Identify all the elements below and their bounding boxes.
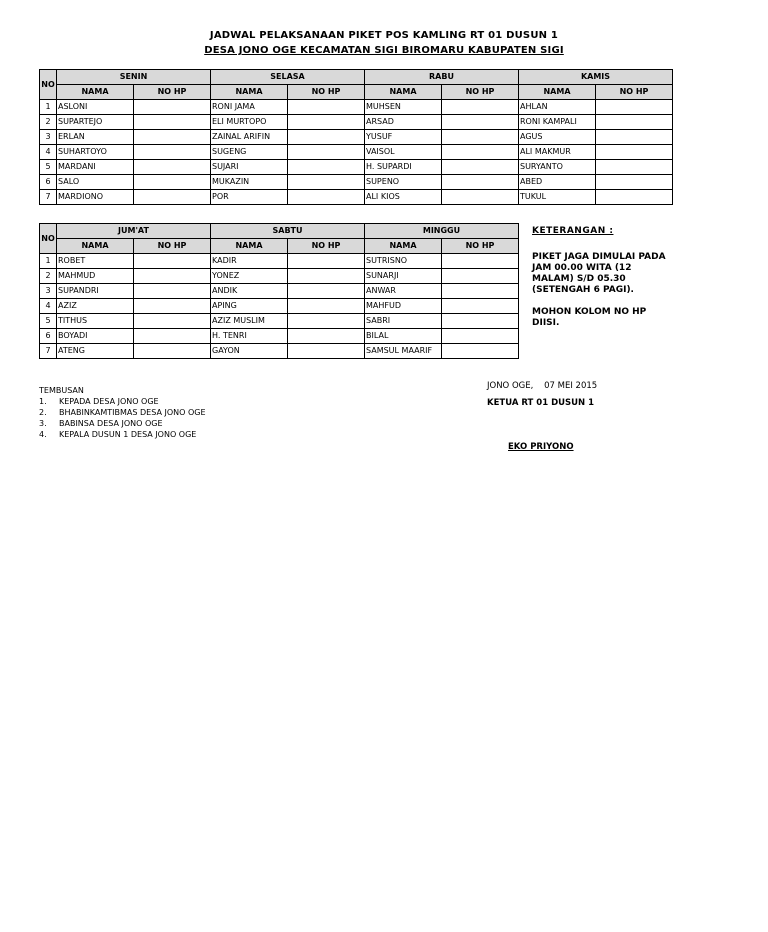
list-text: BABINSA DESA JONO OGE: [59, 419, 163, 428]
keterangan-title: KETERANGAN :: [532, 226, 614, 236]
table-row: [40, 130, 673, 145]
phone-cell: [134, 299, 211, 314]
name-cell: SUGENG: [211, 145, 288, 160]
name-cell: MUKAZIN: [211, 175, 288, 190]
phone-cell: [288, 314, 365, 329]
list-text: KEPALA DUSUN 1 DESA JONO OGE: [59, 430, 197, 439]
phone-cell: [134, 344, 211, 359]
signature-name: EKO PRIYONO: [508, 442, 574, 452]
keterangan-note-phone: MOHON KOLOM NO HP DIISI.: [532, 307, 647, 328]
name-cell: SABRI: [365, 314, 442, 329]
phone-cell: [134, 190, 211, 205]
table-row: [40, 190, 673, 205]
table-row: [40, 269, 519, 284]
phone-cell: [596, 145, 673, 160]
row-number: 7: [40, 344, 57, 359]
name-cell: AHLAN: [519, 100, 596, 115]
name-cell: SUPANDRI: [57, 284, 134, 299]
name-cell: SUHARTOYO: [57, 145, 134, 160]
row-number: 5: [40, 314, 57, 329]
header-nohp: NO HP: [134, 239, 211, 254]
tembusan-title: TEMBUSAN: [39, 386, 84, 395]
row-number: 4: [40, 145, 57, 160]
schedule-table-weekend: [39, 223, 519, 359]
phone-cell: [134, 130, 211, 145]
list-number: 2.: [39, 408, 47, 417]
header-nama: NAMA: [365, 239, 442, 254]
phone-cell: [134, 160, 211, 175]
header-nohp: NO HP: [288, 239, 365, 254]
name-cell: ABED: [519, 175, 596, 190]
document-title: JADWAL PELAKSANAAN PIKET POS KAMLING RT 01 DUSUN 1: [209, 30, 559, 41]
list-item: [39, 418, 206, 429]
header-no: NO: [40, 70, 57, 100]
phone-cell: [134, 254, 211, 269]
name-cell: MARDIONO: [57, 190, 134, 205]
phone-cell: [288, 299, 365, 314]
phone-cell: [288, 175, 365, 190]
phone-cell: [442, 160, 519, 175]
phone-cell: [596, 100, 673, 115]
header-nama: NAMA: [211, 239, 288, 254]
phone-cell: [288, 100, 365, 115]
table-row: [40, 115, 673, 130]
name-cell: BILAL: [365, 329, 442, 344]
name-cell: GAYON: [211, 344, 288, 359]
phone-cell: [134, 100, 211, 115]
name-cell: ELI MURTOPO: [211, 115, 288, 130]
row-number: 2: [40, 115, 57, 130]
name-cell: ASLONI: [57, 100, 134, 115]
phone-cell: [134, 284, 211, 299]
name-cell: SUJARI: [211, 160, 288, 175]
document-subtitle: DESA JONO OGE KECAMATAN SIGI BIROMARU KABUPATEN SIGI: [204, 45, 564, 56]
header-nama: NAMA: [211, 85, 288, 100]
row-number: 3: [40, 284, 57, 299]
phone-cell: [442, 269, 519, 284]
phone-cell: [288, 254, 365, 269]
name-cell: ANDIK: [211, 284, 288, 299]
name-cell: AZIZ MUSLIM: [211, 314, 288, 329]
name-cell: AZIZ: [57, 299, 134, 314]
name-cell: APING: [211, 299, 288, 314]
phone-cell: [442, 284, 519, 299]
signature-place-date: JONO OGE, 07 MEI 2015: [487, 381, 598, 391]
phone-cell: [134, 329, 211, 344]
header-nama: NAMA: [519, 85, 596, 100]
row-number: 6: [40, 175, 57, 190]
phone-cell: [442, 329, 519, 344]
phone-cell: [288, 160, 365, 175]
header-day: RABU: [365, 70, 519, 85]
header-day: MINGGU: [365, 224, 519, 239]
tembusan-section: [39, 385, 206, 440]
header-nama: NAMA: [57, 239, 134, 254]
name-cell: MARDANI: [57, 160, 134, 175]
table-row: [40, 284, 519, 299]
row-number: 4: [40, 299, 57, 314]
header-nohp: NO HP: [134, 85, 211, 100]
list-number: 1.: [39, 397, 47, 406]
header-nama: NAMA: [57, 85, 134, 100]
keterangan-note-time: PIKET JAGA DIMULAI PADA JAM 00.00 WITA (12 MALAM) S/D 05.30 (SETENGAH 6 PAGI).: [532, 252, 666, 295]
name-cell: MUHSEN: [365, 100, 442, 115]
name-cell: SUPENO: [365, 175, 442, 190]
phone-cell: [288, 190, 365, 205]
row-number: 5: [40, 160, 57, 175]
name-cell: SUTRISNO: [365, 254, 442, 269]
name-cell: SALO: [57, 175, 134, 190]
table-row: [40, 175, 673, 190]
phone-cell: [288, 130, 365, 145]
name-cell: ZAINAL ARIFIN: [211, 130, 288, 145]
header-nohp: NO HP: [596, 85, 673, 100]
row-number: 1: [40, 100, 57, 115]
row-number: 3: [40, 130, 57, 145]
phone-cell: [134, 145, 211, 160]
table-row: [40, 100, 673, 115]
phone-cell: [596, 175, 673, 190]
phone-cell: [288, 284, 365, 299]
phone-cell: [288, 269, 365, 284]
list-text: BHABINKAMTIBMAS DESA JONO OGE: [59, 408, 206, 417]
phone-cell: [134, 269, 211, 284]
phone-cell: [442, 314, 519, 329]
phone-cell: [288, 145, 365, 160]
name-cell: ATENG: [57, 344, 134, 359]
list-text: KEPADA DESA JONO OGE: [59, 397, 159, 406]
header-nohp: NO HP: [442, 85, 519, 100]
row-number: 1: [40, 254, 57, 269]
list-item: [39, 396, 206, 407]
table-row: [40, 329, 519, 344]
header-nohp: NO HP: [288, 85, 365, 100]
phone-cell: [288, 115, 365, 130]
header-day: SABTU: [211, 224, 365, 239]
name-cell: H. SUPARDI: [365, 160, 442, 175]
name-cell: SURYANTO: [519, 160, 596, 175]
phone-cell: [442, 100, 519, 115]
list-number: 3.: [39, 419, 47, 428]
list-number: 4.: [39, 430, 47, 439]
name-cell: KADIR: [211, 254, 288, 269]
list-item: [39, 407, 206, 418]
table-row: [40, 254, 519, 269]
name-cell: YUSUF: [365, 130, 442, 145]
name-cell: SUPARTEJO: [57, 115, 134, 130]
schedule-table-weekdays: [39, 69, 673, 205]
name-cell: MAHMUD: [57, 269, 134, 284]
header-day: SENIN: [57, 70, 211, 85]
phone-cell: [442, 145, 519, 160]
name-cell: YONEZ: [211, 269, 288, 284]
phone-cell: [288, 329, 365, 344]
name-cell: RONI JAMA: [211, 100, 288, 115]
phone-cell: [442, 130, 519, 145]
name-cell: SAMSUL MAARIF: [365, 344, 442, 359]
phone-cell: [442, 175, 519, 190]
tembusan-list: [39, 396, 206, 440]
name-cell: ALI KIOS: [365, 190, 442, 205]
phone-cell: [596, 130, 673, 145]
row-number: 2: [40, 269, 57, 284]
phone-cell: [288, 344, 365, 359]
name-cell: POR: [211, 190, 288, 205]
header-day: KAMIS: [519, 70, 673, 85]
phone-cell: [134, 175, 211, 190]
table-row: [40, 314, 519, 329]
header-nama: NAMA: [365, 85, 442, 100]
header-day: JUM'AT: [57, 224, 211, 239]
phone-cell: [442, 344, 519, 359]
phone-cell: [134, 115, 211, 130]
table-row: [40, 160, 673, 175]
table-row: [40, 299, 519, 314]
phone-cell: [596, 190, 673, 205]
name-cell: BOYADI: [57, 329, 134, 344]
name-cell: ROBET: [57, 254, 134, 269]
phone-cell: [596, 115, 673, 130]
table-row: [40, 344, 519, 359]
phone-cell: [134, 314, 211, 329]
name-cell: ERLAN: [57, 130, 134, 145]
name-cell: RONI KAMPALI: [519, 115, 596, 130]
name-cell: TITHUS: [57, 314, 134, 329]
name-cell: AGUS: [519, 130, 596, 145]
phone-cell: [442, 254, 519, 269]
name-cell: H. TENRI: [211, 329, 288, 344]
table-row: [40, 145, 673, 160]
name-cell: TUKUL: [519, 190, 596, 205]
header-no: NO: [40, 224, 57, 254]
row-number: 7: [40, 190, 57, 205]
name-cell: ARSAD: [365, 115, 442, 130]
name-cell: VAISOL: [365, 145, 442, 160]
phone-cell: [442, 115, 519, 130]
name-cell: ALI MAKMUR: [519, 145, 596, 160]
phone-cell: [442, 190, 519, 205]
header-day: SELASA: [211, 70, 365, 85]
signature-position: KETUA RT 01 DUSUN 1: [487, 398, 595, 408]
list-item: [39, 429, 206, 440]
phone-cell: [442, 299, 519, 314]
header-nohp: NO HP: [442, 239, 519, 254]
name-cell: MAHFUD: [365, 299, 442, 314]
name-cell: ANWAR: [365, 284, 442, 299]
phone-cell: [596, 160, 673, 175]
row-number: 6: [40, 329, 57, 344]
name-cell: SUNARJI: [365, 269, 442, 284]
